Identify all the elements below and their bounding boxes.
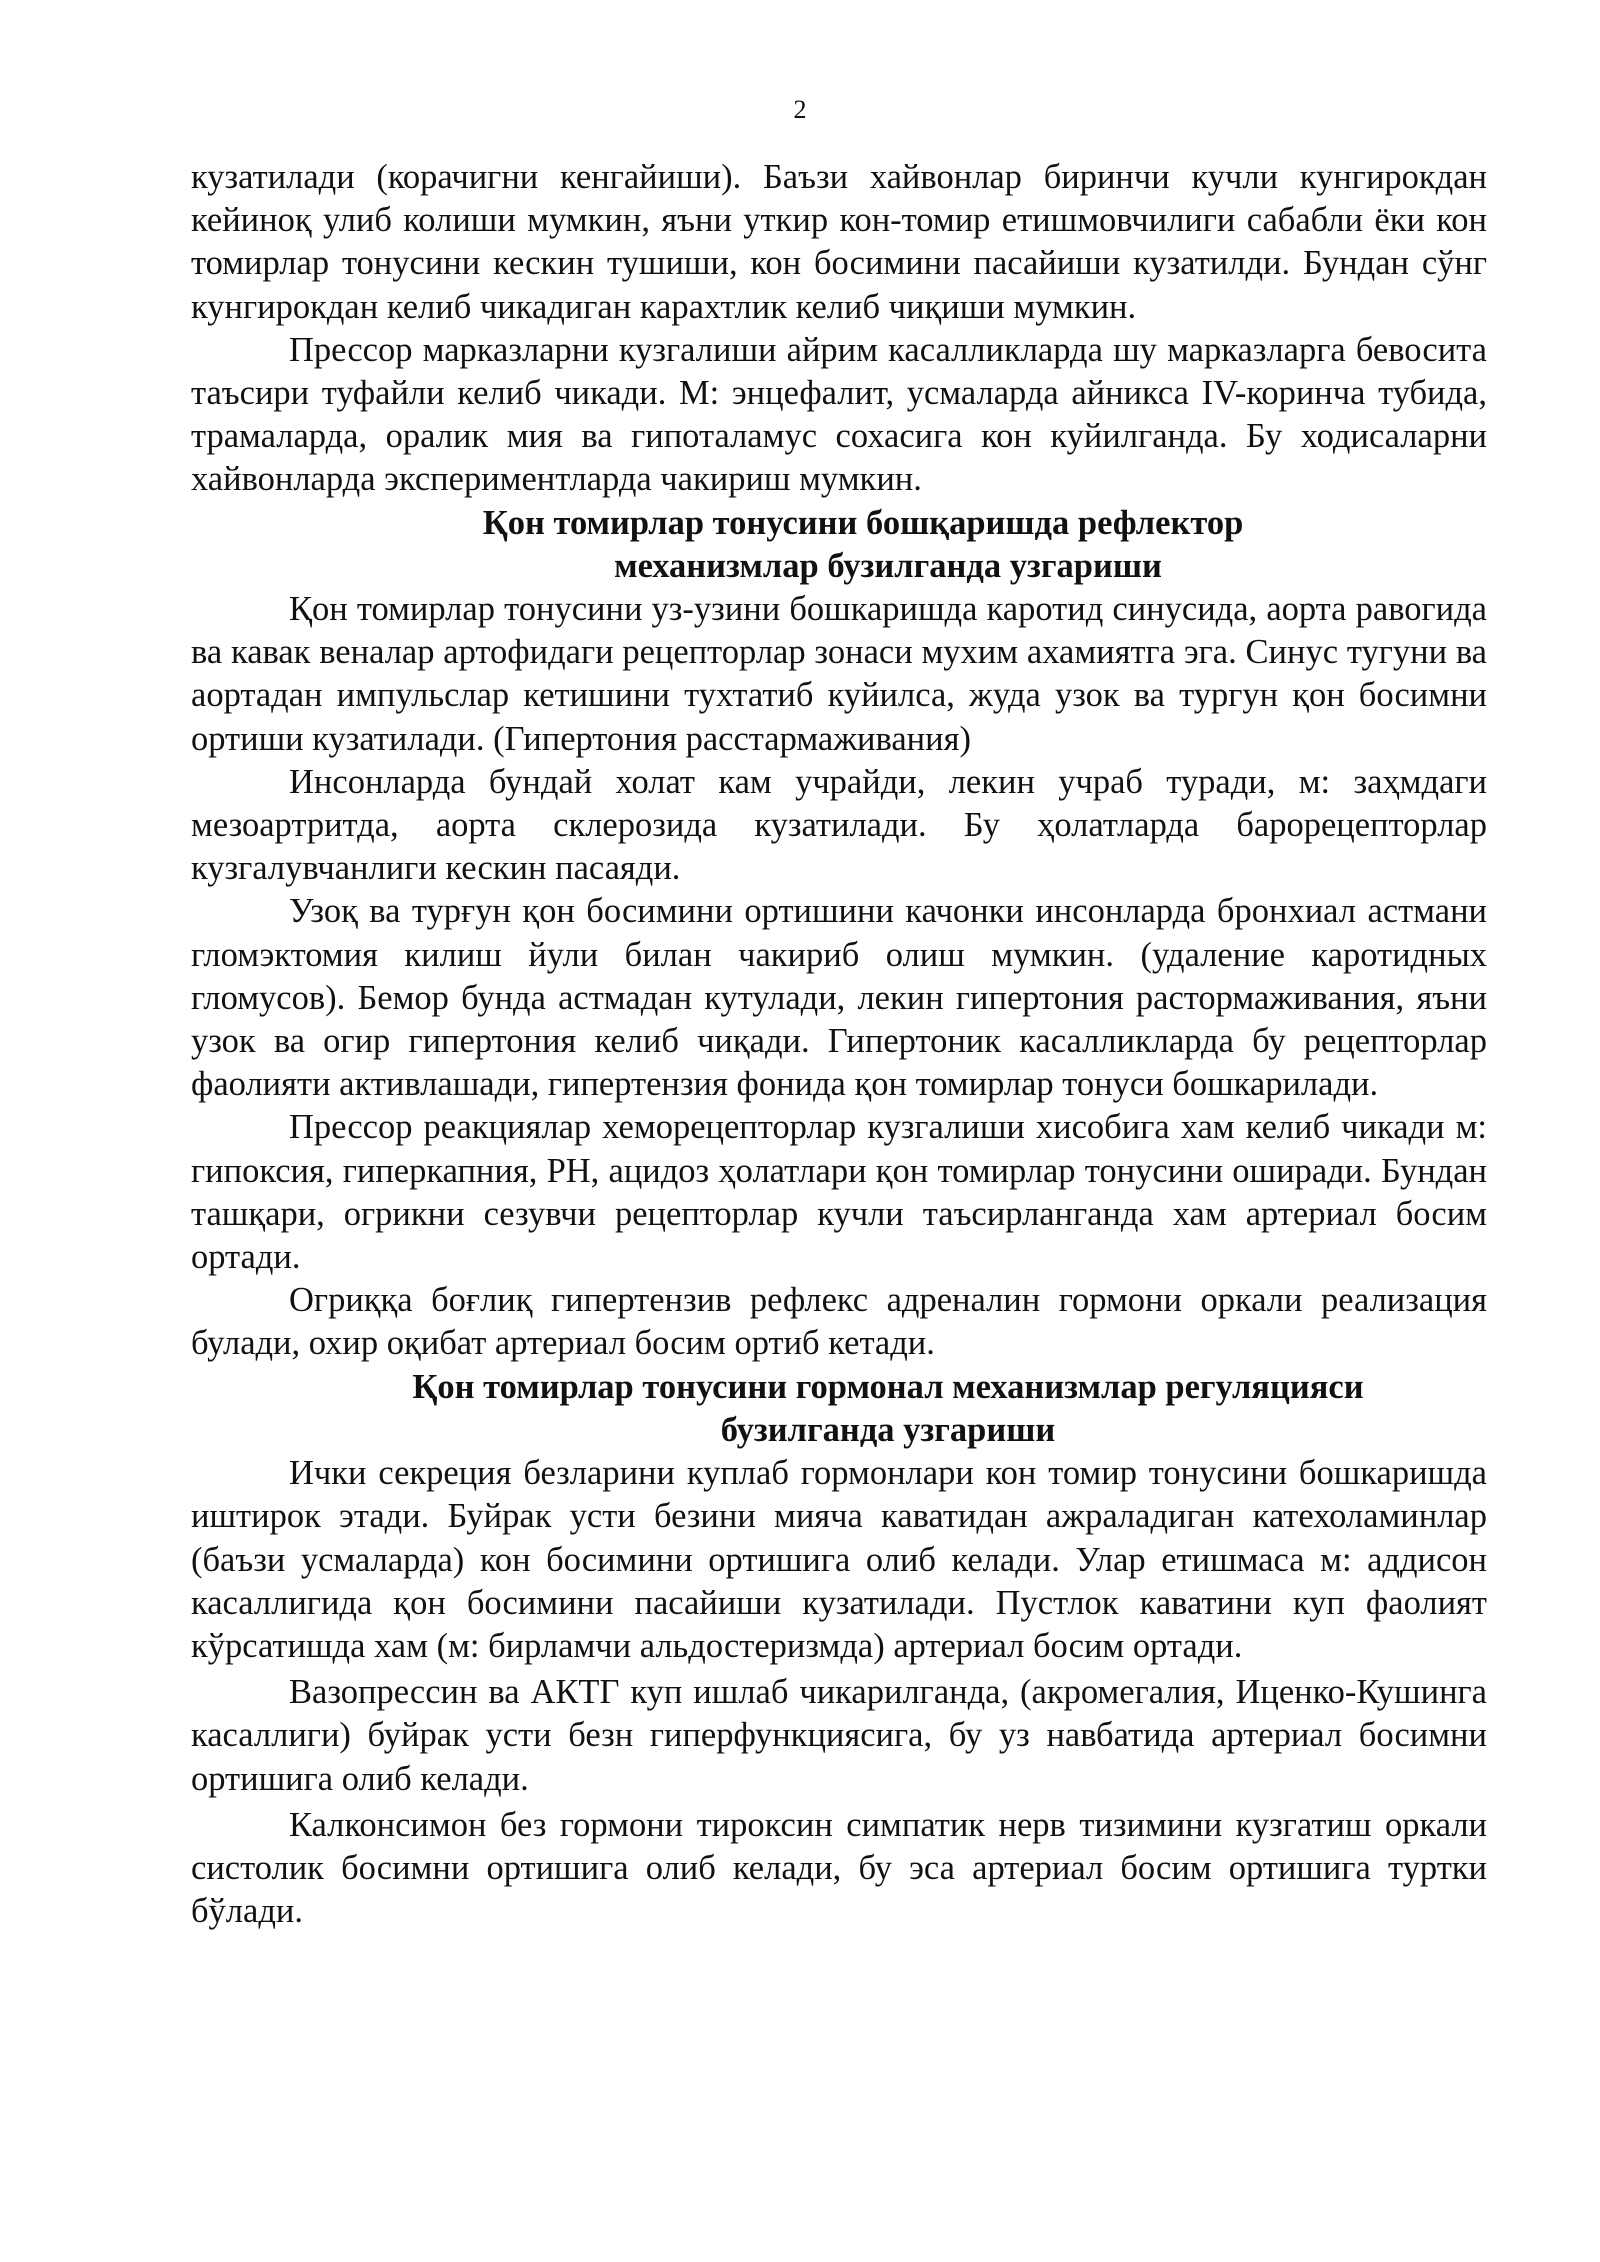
paragraph-10: Калконсимон без гормони тироксин симпатик нерв тизимини кузгатиш оркали систолик босимни ортишига олиб келади, бу эса артериал босим ортишига туртки бўлади. xyxy=(191,1805,1487,1931)
page-number: 2 xyxy=(793,95,807,124)
paragraph-8: Ички секреция безларини куплаб гормонлари кон томир тонусини бошкаришда иштирок этади. Буйрак усти безини мияча каватидан ажраладиган катехоламинлар (баъзи усмаларда) кон босимини ортишига олиб келади. Улар етишмаса м: аддисон касаллигида қон босимини пасайиши кузатилади. Пустлок каватини куп фаолият кўрсатишда хам (м: бирламчи альдостеризмда) артериал босим ортади. xyxy=(191,1454,1487,1665)
paragraph-4: Инсонларда бундай холат кам учрайди, лекин учраб туради, м: заҳмдаги мезоартритда, аорта склерозида кузатилади. Бу ҳолатларда барорецепторлар кузгалувчанлиги кескин пасаяди. xyxy=(191,762,1487,888)
document-body xyxy=(191,156,1487,1933)
section-heading-hormonal-line1: Қон томирлар тонусини гормонал механизмлар регуляцияси xyxy=(412,1367,1364,1406)
section-heading-hormonal-line2: бузилганда узгариши xyxy=(720,1410,1056,1449)
paragraph-9: Вазопрессин ва АКТГ куп ишлаб чикарилганда, (акромегалия, Иценко-Кушинга касаллиги) буйрак усти безн гиперфункциясига, бу уз навбатида артериал босимни ортишига олиб келади. xyxy=(191,1673,1487,1798)
paragraph-3: Қон томирлар тонусини уз-узини бошкаришда каротид синусида, аорта равогида ва кавак веналар артофидаги рецепторлар зонаси мухим ахамиятга эга. Синус тугуни ва аортадан импульслар кетишини тухтатиб куйилса, жуда узок ва тургун қон босимни ортиши кузатилади. (Гипертония расстармаживания) xyxy=(191,590,1487,758)
paragraph-7: Огриққа боғлиқ гипертензив рефлекс адреналин гормони оркали реализация булади, охир оқибат артериал босим ортиб кетади. xyxy=(191,1281,1487,1363)
section-heading-hormonal xyxy=(191,1366,1487,1452)
paragraph-6: Прессор реакциялар хеморецепторлар кузгалиши хисобига хам келиб чикади м: гипоксия, гиперкапния, РН, ацидоз ҳолатлари қон томирлар тонусини оширади. Бундан ташқари, огрикни сезувчи рецепторлар кучли таъсирланганда хам артериал босим ортади. xyxy=(191,1108,1487,1277)
section-heading-reflex-line2: механизмлар бузилганда узгариши xyxy=(614,546,1162,585)
paragraph-1: кузатилади (корачигни кенгайиши). Баъзи хайвонлар биринчи кучли кунгирокдан кейиноқ улиб колиши мумкин, яъни уткир кон-томир етишмовчилиги сабабли ёки кон томирлар тонусини кескин тушиши, кон босимини пасайиши кузатилди. Бундан сўнг кунгирокдан келиб чикадиган карахтлик келиб чиқиши мумкин. xyxy=(191,158,1487,326)
paragraph-2: Прессор марказларни кузгалиши айрим касалликларда шу марказларга бевосита таъсири туфайли келиб чикади. М: энцефалит, усмаларда айникса IV-коринча тубида, трамаларда, оралик мия ва гипоталамус сохасига кон куйилганда. Бу ходисаларни хайвонларда экспериментларда чакириш мумкин. xyxy=(191,330,1487,499)
section-heading-reflex xyxy=(191,502,1487,588)
paragraph-5: Узоқ ва турғун қон босимини ортишини качонки инсонларда бронхиал астмани гломэктомия килиш йули билан чакириб олиш мумкин. (удаление каротидных гломусов). Бемор бунда астмадан кутулади, лекин гипертония растормаживания, яъни узок ва огир гипертония келиб чиқади. Гипертоник касалликларда бу рецепторлар фаолияти активлашади, гипертензия фонида қон томирлар тонуси бошкарилади. xyxy=(191,892,1487,1104)
section-heading-reflex-line1: Қон томирлар тонусини бошқаришда рефлектор xyxy=(482,503,1244,542)
